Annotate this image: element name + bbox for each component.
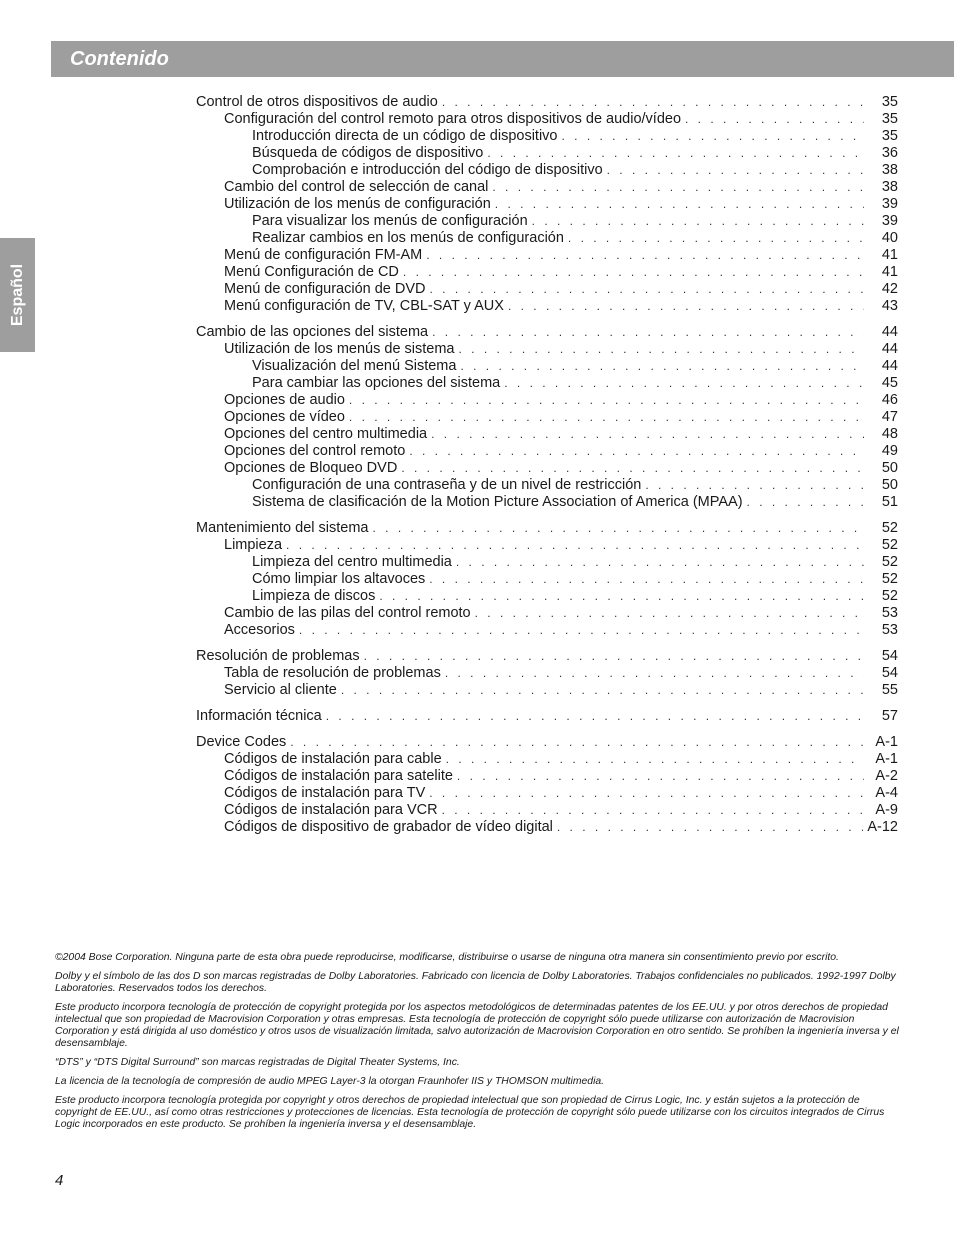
toc-entry-page: 43 [881, 298, 898, 314]
toc-dot-leader [364, 648, 864, 665]
toc-entry[interactable] [196, 477, 898, 494]
toc-entry-page: A-9 [875, 802, 898, 818]
toc-entry-title: Menú de configuración de DVD [224, 281, 426, 297]
toc-entry-page: 52 [881, 571, 898, 587]
toc-entry-title: Cambio de las opciones del sistema [196, 324, 429, 340]
toc-entry-page: 48 [881, 426, 898, 442]
toc-entry-page: 39 [881, 213, 898, 229]
toc-entry[interactable] [196, 785, 898, 802]
toc-entry[interactable] [196, 375, 898, 392]
toc-entry-title: Tabla de resolución de problemas [224, 665, 441, 681]
toc-section [196, 94, 898, 315]
toc-entry[interactable] [196, 443, 898, 460]
toc-section [196, 708, 898, 725]
toc-entry-page: 50 [881, 460, 898, 476]
toc-entry-page: 49 [881, 443, 898, 459]
toc-dot-leader [403, 264, 864, 281]
toc-entry-title: Opciones de audio [224, 392, 345, 408]
page-number: 4 [55, 1172, 64, 1189]
language-tab-label: Español [8, 263, 26, 327]
toc-dot-leader [645, 477, 864, 494]
toc-entry[interactable] [196, 426, 898, 443]
toc-dot-leader [409, 443, 864, 460]
toc-dot-leader [562, 128, 865, 145]
toc-dot-leader [429, 571, 864, 588]
page-title: Contenido [70, 48, 169, 70]
toc-entry-title: Información técnica [196, 708, 322, 724]
toc-entry-title: Cambio del control de selección de canal [224, 179, 489, 195]
toc-entry[interactable] [196, 648, 898, 665]
toc-entry-page: 44 [881, 341, 898, 357]
toc-dot-leader [341, 682, 864, 699]
toc-dot-leader [557, 819, 863, 836]
toc-entry-page: 54 [881, 648, 898, 664]
toc-entry-title: Mantenimiento del sistema [196, 520, 369, 536]
toc-entry[interactable] [196, 665, 898, 682]
legal-paragraph: Este producto incorpora tecnología protegida por copyright y otros derechos de propiedad intelectual que son propiedad de Cirrus Logic, Inc. y están sujetos a la protección de copyright de EE.UU., así como otras restricciones y protecciones de licencias. Esta tecnología de protección de copyright sólo puede utilizarse con los circuitos integrados de Cirrus Logic incorporados en este producto. Se prohíben la ingeniería inversa y el desensamblaje. [55, 1095, 885, 1130]
legal-paragraph: Dolby y el símbolo de las dos D son marcas registradas de Dolby Laboratories. Fabricado con licencia de Dolby Laboratories. Trabajos confidenciales no publicados. 1992-1997 Dolby Laboratories. Reservados todos los derechos. [55, 971, 896, 994]
toc-dot-leader [460, 358, 864, 375]
toc-entry-title: Comprobación e introducción del código de dispositivo [252, 162, 603, 178]
toc-entry[interactable] [196, 196, 898, 213]
toc-entry-title: Control de otros dispositivos de audio [196, 94, 438, 110]
toc-entry[interactable] [196, 571, 898, 588]
toc-section [196, 324, 898, 511]
toc-entry[interactable] [196, 341, 898, 358]
toc-entry-title: Para visualizar los menús de configuración [252, 213, 528, 229]
toc-dot-leader [326, 708, 864, 725]
toc-dot-leader [457, 768, 864, 785]
toc-entry-page: 45 [881, 375, 898, 391]
toc-entry-title: Limpieza de discos [252, 588, 376, 604]
toc-entry-title: Códigos de instalación para cable [224, 751, 442, 767]
toc-dot-leader [487, 145, 864, 162]
toc-entry-title: Menú de configuración FM-AM [224, 247, 423, 263]
header-bar [51, 41, 954, 77]
toc-entry-page: A-1 [875, 734, 898, 750]
toc-dot-leader [430, 281, 864, 298]
toc-dot-leader [442, 94, 864, 111]
toc-entry[interactable] [196, 145, 898, 162]
toc-dot-leader [286, 537, 864, 554]
toc-entry-title: Códigos de dispositivo de grabador de vídeo digital [224, 819, 553, 835]
toc-section [196, 648, 898, 699]
toc-entry-page: 40 [881, 230, 898, 246]
toc-entry[interactable] [196, 128, 898, 145]
toc-entry-title: Configuración del control remoto para otros dispositivos de audio/vídeo [224, 111, 682, 127]
toc-entry[interactable] [196, 494, 898, 511]
toc-dot-leader [508, 298, 864, 315]
toc-entry-page: 35 [881, 111, 898, 127]
toc-entry[interactable] [196, 708, 898, 725]
toc-entry[interactable] [196, 111, 898, 128]
toc-entry-page: 50 [881, 477, 898, 493]
toc-entry[interactable] [196, 682, 898, 699]
toc-entry[interactable] [196, 324, 898, 341]
toc-entry-page: 36 [881, 145, 898, 161]
toc-section [196, 734, 898, 836]
toc-entry[interactable] [196, 264, 898, 281]
toc-entry-page: 35 [881, 128, 898, 144]
toc-entry-title: Opciones de Bloqueo DVD [224, 460, 398, 476]
toc-entry-page: 47 [881, 409, 898, 425]
toc-entry-title: Sistema de clasificación de la Motion Picture Association of America (MPAA) [252, 494, 743, 510]
toc-entry[interactable] [196, 281, 898, 298]
toc-entry-title: Visualización del menú Sistema [252, 358, 457, 374]
toc-entry[interactable] [196, 537, 898, 554]
legal-paragraph: “DTS” y “DTS Digital Surround” son marcas registradas de Digital Theater Systems, Inc. [55, 1057, 460, 1068]
toc-entry-title: Configuración de una contraseña y de un nivel de restricción [252, 477, 642, 493]
toc-entry-page: 52 [881, 588, 898, 604]
toc-entry-title: Device Codes [196, 734, 287, 750]
toc-entry[interactable] [196, 94, 898, 111]
toc-entry-page: 42 [881, 281, 898, 297]
toc-entry-title: Búsqueda de códigos de dispositivo [252, 145, 484, 161]
toc-entry-title: Menú Configuración de CD [224, 264, 399, 280]
toc-entry[interactable] [196, 768, 898, 785]
toc-entry-title: Para cambiar las opciones del sistema [252, 375, 501, 391]
toc-entry[interactable] [196, 392, 898, 409]
legal-paragraph: La licencia de la tecnología de compresión de audio MPEG Layer-3 la otorgan Fraunhofer IIS y THOMSON multimedia. [55, 1076, 605, 1087]
toc-dot-leader [442, 802, 864, 819]
legal-paragraph: Este producto incorpora tecnología de protección de copyright protegida por los aspectos metodológicos de determinadas patentes de los EE.UU. y por otros derechos de propiedad intelectual que son propiedad de Macrovision Corporation y otras empresas. Esta tecnología de protección de copyright sólo puede utilizarse con autorización de Macrovision Corporation y está dirigida al uso doméstico y otros usos de visualización limitada, salvo autorización de Macrovision Corporation en otro sentido. Se prohíben la ingeniería inversa y el desensamblaje. [55, 1002, 899, 1049]
toc-entry-title: Limpieza [224, 537, 283, 553]
toc-entry-title: Accesorios [224, 622, 295, 638]
toc-dot-leader [349, 409, 864, 426]
toc-entry-title: Opciones del centro multimedia [224, 426, 428, 442]
toc-entry[interactable] [196, 605, 898, 622]
toc-entry-page: 53 [881, 622, 898, 638]
toc-entry-page: 55 [881, 682, 898, 698]
toc-dot-leader [459, 341, 865, 358]
toc-dot-leader [372, 520, 864, 537]
table-of-contents [196, 94, 898, 845]
toc-entry-title: Cambio de las pilas del control remoto [224, 605, 471, 621]
toc-entry-page: 44 [881, 324, 898, 340]
toc-entry-title: Opciones del control remoto [224, 443, 406, 459]
toc-entry-page: 38 [881, 179, 898, 195]
toc-entry-title: Servicio al cliente [224, 682, 337, 698]
toc-dot-leader [504, 375, 864, 392]
toc-entry[interactable] [196, 179, 898, 196]
toc-dot-leader [475, 605, 864, 622]
toc-entry[interactable] [196, 298, 898, 315]
toc-dot-leader [607, 162, 864, 179]
toc-dot-leader [426, 247, 864, 264]
toc-entry-page: 57 [881, 708, 898, 724]
toc-entry-title: Limpieza del centro multimedia [252, 554, 452, 570]
toc-entry-title: Opciones de vídeo [224, 409, 345, 425]
legal-notices [55, 952, 900, 1138]
toc-entry[interactable] [196, 409, 898, 426]
toc-entry[interactable] [196, 588, 898, 605]
toc-entry-title: Códigos de instalación para TV [224, 785, 426, 801]
toc-entry[interactable] [196, 213, 898, 230]
toc-dot-leader [299, 622, 864, 639]
toc-entry-page: 52 [881, 520, 898, 536]
toc-entry-page: 53 [881, 605, 898, 621]
toc-entry-page: A-1 [875, 751, 898, 767]
toc-dot-leader [456, 554, 864, 571]
toc-entry-page: 52 [881, 537, 898, 553]
toc-entry[interactable] [196, 520, 898, 537]
toc-entry-title: Códigos de instalación para VCR [224, 802, 438, 818]
toc-entry-title: Cómo limpiar los altavoces [252, 571, 426, 587]
toc-entry-page: 46 [881, 392, 898, 408]
toc-dot-leader [568, 230, 864, 247]
toc-dot-leader [532, 213, 864, 230]
toc-entry-page: 44 [881, 358, 898, 374]
toc-entry-page: 41 [881, 247, 898, 263]
toc-dot-leader [747, 494, 864, 511]
legal-paragraph: ©2004 Bose Corporation. Ninguna parte de esta obra puede reproducirse, modificarse, distribuirse o usarse de ninguna otra manera sin consentimiento previo por escrito. [55, 952, 839, 963]
toc-dot-leader [401, 460, 864, 477]
toc-entry[interactable] [196, 554, 898, 571]
toc-dot-leader [429, 785, 864, 802]
toc-entry-page: 38 [881, 162, 898, 178]
toc-entry-page: A-2 [875, 768, 898, 784]
toc-entry[interactable] [196, 460, 898, 477]
toc-dot-leader [290, 734, 864, 751]
toc-dot-leader [349, 392, 864, 409]
toc-entry[interactable] [196, 622, 898, 639]
toc-entry[interactable] [196, 819, 898, 836]
toc-entry-page: 52 [881, 554, 898, 570]
toc-entry[interactable] [196, 802, 898, 819]
toc-entry-title: Resolución de problemas [196, 648, 360, 664]
toc-entry-page: 54 [881, 665, 898, 681]
toc-entry-page: 39 [881, 196, 898, 212]
toc-entry[interactable] [196, 247, 898, 264]
toc-entry-title: Utilización de los menús de sistema [224, 341, 455, 357]
toc-dot-leader [432, 324, 864, 341]
toc-entry-title: Menú configuración de TV, CBL-SAT y AUX [224, 298, 504, 314]
toc-dot-leader [445, 665, 864, 682]
language-tab [0, 238, 35, 352]
toc-dot-leader [685, 111, 864, 128]
toc-entry-page: A-12 [867, 819, 898, 835]
toc-entry-page: 51 [881, 494, 898, 510]
toc-entry-title: Introducción directa de un código de dispositivo [252, 128, 558, 144]
toc-entry-page: A-4 [875, 785, 898, 801]
toc-entry[interactable] [196, 162, 898, 179]
toc-dot-leader [431, 426, 864, 443]
toc-entry[interactable] [196, 751, 898, 768]
toc-entry-page: 35 [881, 94, 898, 110]
toc-entry[interactable] [196, 734, 898, 751]
toc-entry[interactable] [196, 230, 898, 247]
toc-dot-leader [446, 751, 864, 768]
toc-entry-title: Realizar cambios en los menús de configuración [252, 230, 564, 246]
toc-entry-page: 41 [881, 264, 898, 280]
toc-dot-leader [379, 588, 864, 605]
toc-section [196, 520, 898, 639]
toc-dot-leader [492, 179, 864, 196]
toc-dot-leader [495, 196, 864, 213]
toc-entry-title: Códigos de instalación para satelite [224, 768, 453, 784]
toc-entry-title: Utilización de los menús de configuración [224, 196, 491, 212]
toc-entry[interactable] [196, 358, 898, 375]
